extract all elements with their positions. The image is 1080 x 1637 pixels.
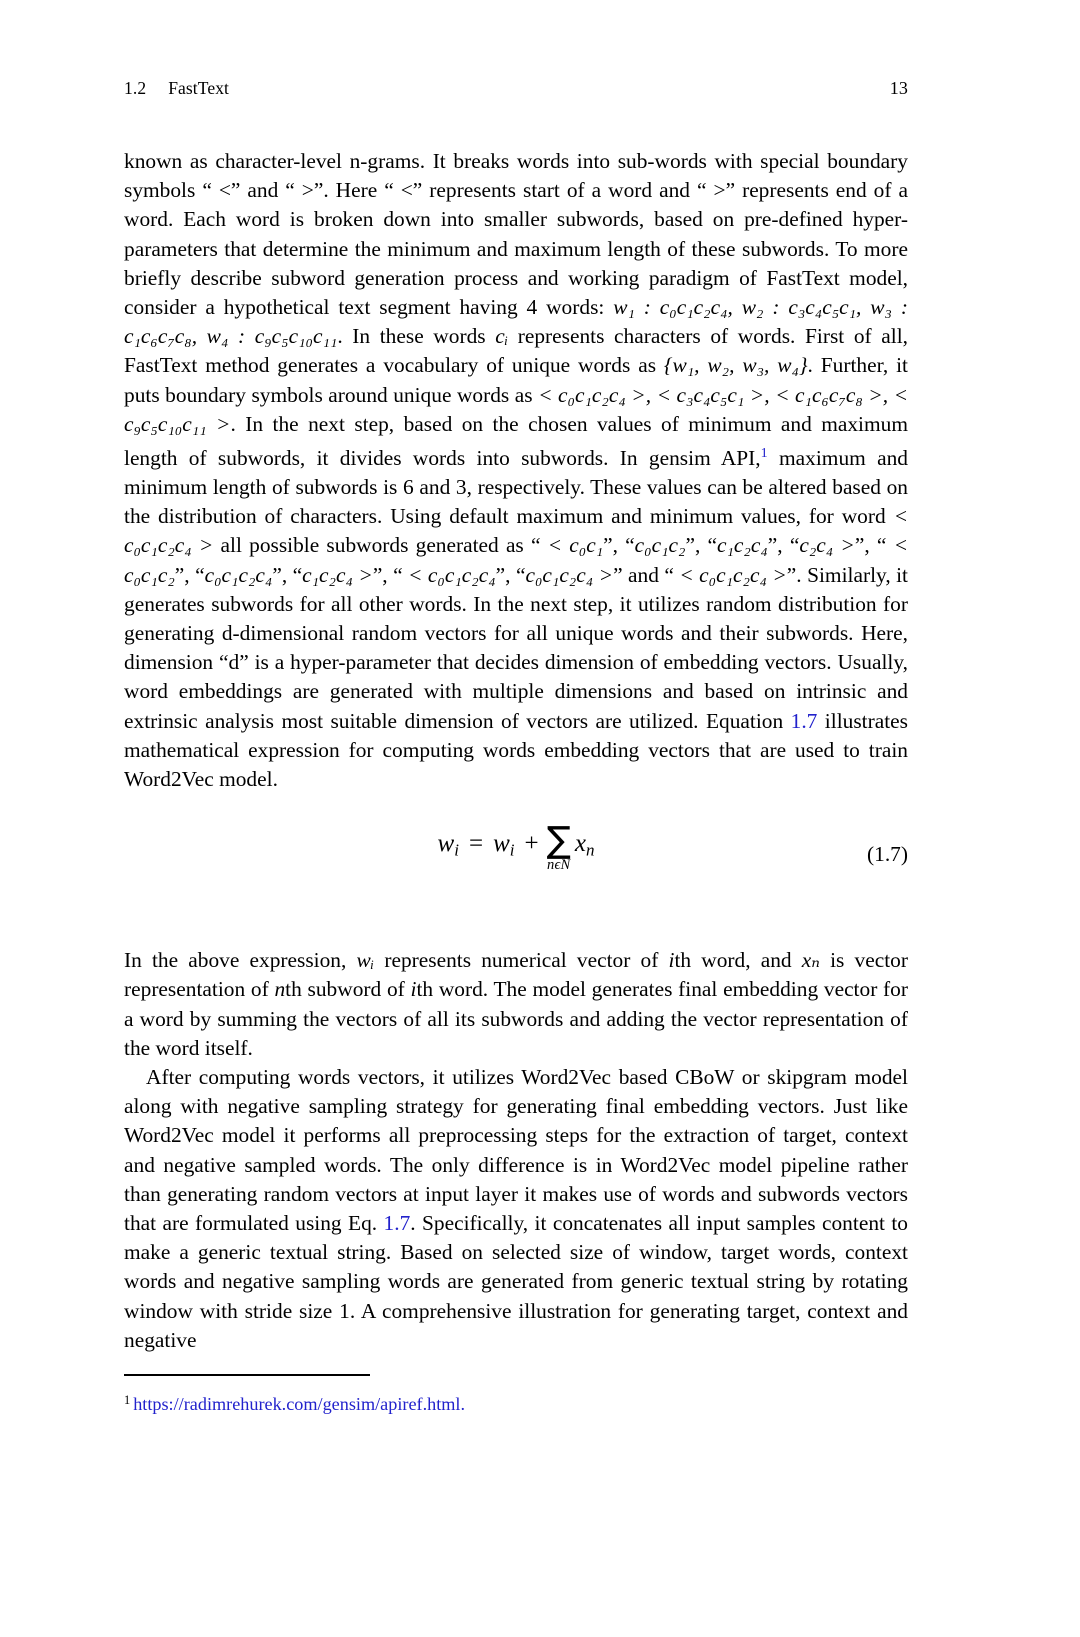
p1-subword-5: < c₀c₁c₂ bbox=[124, 533, 908, 587]
running-head-section-title: FastText bbox=[168, 78, 230, 98]
p1-sep-5: ”, “ bbox=[174, 562, 205, 587]
p2-symbol-i: i bbox=[668, 948, 675, 973]
p1-segment-2: . In these words bbox=[337, 324, 496, 349]
p2-symbol-n: n bbox=[274, 977, 286, 1002]
p2-segment-2: represents numerical vector of bbox=[374, 948, 669, 973]
footnote-separator-rule bbox=[124, 1374, 370, 1376]
p1-sep-3: ”, “ bbox=[767, 533, 800, 558]
p2-segment-3: th word, and bbox=[674, 948, 802, 973]
p1-subword-4: c₂c₄ > bbox=[799, 533, 855, 558]
page-number: 13 bbox=[889, 78, 908, 98]
p1-segment-4: . Further, it puts boundary symbols around unique words as bbox=[124, 353, 908, 407]
p1-subword-3: c₁c₂c₄ bbox=[717, 533, 768, 558]
footnote-number: 1 bbox=[124, 1392, 131, 1407]
footnote-area bbox=[124, 1374, 908, 1416]
p1-segment-7: all possible subwords generated as “ bbox=[213, 533, 548, 558]
running-head bbox=[124, 78, 908, 99]
summation-limit: nϵN bbox=[547, 856, 571, 873]
p3-segment-1: After computing words vectors, it utilizes Word2Vec based CBoW or skipgram model along with negative sampling strategy for generating final embedding vectors. Just like Word2Vec model it performs all preprocessing steps for the extraction of target, context and negative sampled words. The only difference is in Word2Vec model pipeline rather than generating random vectors at input layer it makes use of words and subwords vectors that are formulated using Eq. bbox=[124, 1065, 908, 1236]
equation-number: (1.7) bbox=[867, 842, 908, 867]
p2-symbol-xn: xₙ bbox=[801, 948, 820, 973]
p1-subword-1: < c₀c₁ bbox=[547, 533, 604, 558]
p1-segment-3: represents characters of words. First of all, FastText method generates a vocabulary of unique words as bbox=[124, 324, 908, 378]
equation-expression bbox=[124, 820, 908, 876]
footnote-1 bbox=[124, 1388, 908, 1416]
summation-operator bbox=[546, 820, 571, 873]
p1-sep-8: ”, “ bbox=[495, 562, 526, 587]
paragraph-1 bbox=[124, 147, 908, 794]
p1-sep-1: ”, “ bbox=[603, 533, 635, 558]
equation-plus-sign: + bbox=[524, 830, 539, 858]
p1-subword-8: < c₀c₁c₂c₄ bbox=[408, 562, 496, 587]
p2-segment-1: In the above expression, bbox=[124, 948, 357, 973]
p2-segment-4: is vector representation of bbox=[124, 948, 908, 1002]
p1-segment-8: ” and “ bbox=[613, 562, 680, 587]
p1-sep-7: ”, “ bbox=[372, 562, 409, 587]
paragraph-3 bbox=[124, 1063, 908, 1355]
p1-segment-10: illustrates mathematical expression for computing words embedding vectors that are used to train Word2Vec model. bbox=[124, 708, 908, 792]
running-head-section-number: 1.2 bbox=[124, 78, 147, 98]
p1-sep-2: ”, “ bbox=[685, 533, 717, 558]
p1-subword-7: c₁c₂c₄ > bbox=[302, 562, 373, 587]
equation-crossref-link-1[interactable]: 1.7 bbox=[790, 708, 818, 733]
p1-vocabulary-set: {w₁, w₂, w₃, w₄} bbox=[663, 353, 808, 378]
p2-segment-6: th word. The model generates final embedding vector for a word by summing the vectors of all its subwords and adding the vector representation of the word itself. bbox=[124, 977, 908, 1060]
p1-sep-4: ”, “ bbox=[854, 533, 894, 558]
p1-subword-9: c₀c₁c₂c₄ > bbox=[525, 562, 614, 587]
equation-equals-sign: = bbox=[468, 830, 484, 858]
sigma-icon: ∑ bbox=[546, 820, 571, 862]
p3-segment-2: . Specifically, it concatenates all input samples content to make a generic textual string. Based on selected size of window, target words, context words and negative sampling words are generated from generic textual string by rotating window with stride size 1. A comprehensive illustration for generating target, context and negative bbox=[124, 1211, 909, 1352]
p1-segment-9: ”. Similarly, it generates subwords for all other words. In the next step, it utilizes random distribution for generating d-dimensional random vectors for all unique words and their subwords. Here, dimension “d” is a hyper-parameter that decides dimension of embedding vectors. Usually, word embeddings are generated with multiple dimensions and based on intrinsic and extrinsic analysis most suitable dimension of vectors are utilized. Equation bbox=[124, 562, 908, 733]
p1-example-word: < c₀c₁c₂c₄ > bbox=[124, 504, 908, 558]
p2-segment-5: th subword of bbox=[285, 977, 411, 1002]
p1-bounded-words: < c₀c₁c₂c₄ >, < c₃c₄c₅c₁ >, < c₁c₆c₇c₈ >, < c₉c₅c₁₀c₁₁ > bbox=[124, 382, 909, 436]
equation-lhs: $w_i$ bbox=[437, 830, 459, 860]
footnote-reference-marker[interactable]: 1 bbox=[760, 445, 768, 462]
footnote-url-link[interactable]: https://radimrehurek.com/gensim/apiref.html. bbox=[133, 1393, 466, 1414]
equation-crossref-link-2[interactable]: 1.7 bbox=[383, 1211, 411, 1236]
display-equation-1-7 bbox=[124, 820, 908, 916]
page-content bbox=[124, 78, 908, 1355]
p1-segment-1: known as character-level n-grams. It breaks words into sub-words with special boundary symbols “ <” and “ >”. Here “ <” represents start of a word and “ >” represents end of a word. Each word is broken down into smaller subwords, based on pre-defined hyper-parameters that determine the minimum and maximum length of these subwords. To more briefly describe subword generation process and working paradigm of FastText model, consider a hypothetical text segment having 4 words: bbox=[124, 149, 908, 320]
p1-subword-2: c₀c₁c₂ bbox=[634, 533, 686, 558]
p1-symbol-ci: cᵢ bbox=[495, 324, 509, 349]
equation-rhs-term: $w_i$ bbox=[493, 830, 515, 860]
paragraph-2 bbox=[124, 946, 908, 1063]
p2-symbol-i-2: i bbox=[410, 977, 417, 1002]
p2-symbol-wi: wᵢ bbox=[356, 948, 375, 973]
p1-subword-6: c₀c₁c₂c₄ bbox=[204, 562, 273, 587]
p1-segment-5: . In the next step, based on the chosen values of minimum and maximum length of subwords, it divides words into subwords. In gensim API, bbox=[124, 411, 908, 470]
p1-subword-10: < c₀c₁c₂c₄ > bbox=[679, 562, 787, 587]
p1-word-definitions: w₁ : c₀c₁c₂c₄, w₂ : c₃c₄c₅c₁, w₃ : c₁c₆c₇c₈, w₄ : c₉c₅c₁₀c₁₁ bbox=[124, 295, 908, 349]
p1-sep-6: ”, “ bbox=[272, 562, 303, 587]
p1-segment-6: maximum and minimum length of subwords is 6 and 3, respectively. These values can be altered based on the distribution of characters. Using default maximum and minimum values, for word bbox=[124, 445, 908, 529]
equation-summand: $x_n$ bbox=[574, 830, 595, 860]
